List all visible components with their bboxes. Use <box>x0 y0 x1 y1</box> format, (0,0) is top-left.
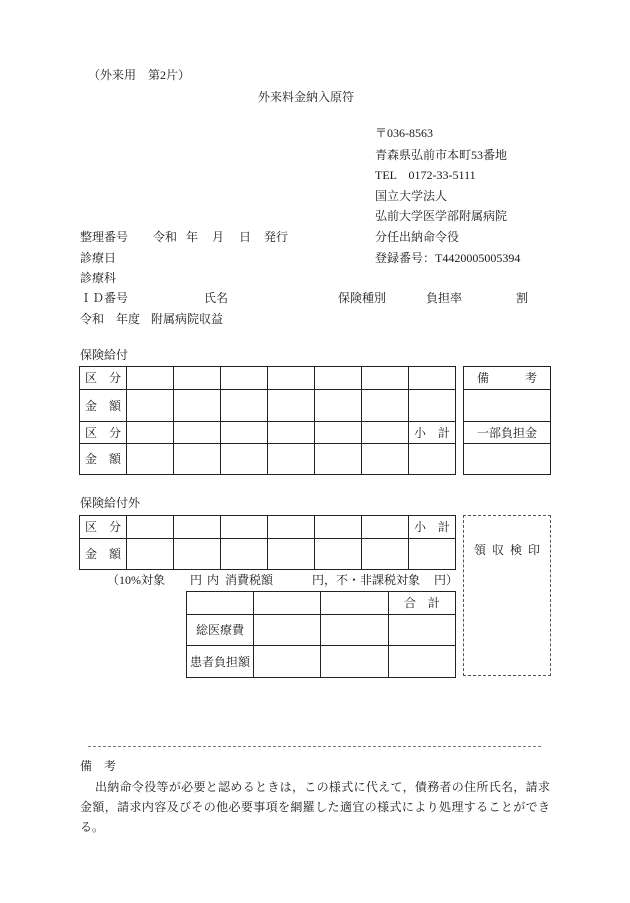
uninsured-amount-cell <box>127 539 174 570</box>
issuer-officer: 分任出納命令役 <box>375 230 460 244</box>
insured-amount-cell <box>174 444 221 475</box>
uninsured-subtotal-cell <box>409 539 456 570</box>
issuer-tel: TEL 0172-33-5111 <box>375 168 476 182</box>
insurance-type-label: 保険種別 <box>338 291 387 305</box>
totals-header-cell <box>187 592 254 615</box>
remarks-cell <box>464 390 551 422</box>
insured-amount-cell <box>127 390 174 422</box>
uninsured-category-cell <box>221 516 268 539</box>
copayment-cell <box>464 444 551 475</box>
remarks-header: 備 考 <box>464 367 551 390</box>
uninsured-amount-label: 金 額 <box>80 539 127 570</box>
insured-amount-cell <box>127 444 174 475</box>
insured-category-cell <box>315 422 362 444</box>
insured-category-cell <box>362 422 409 444</box>
issuer-registration-no: 登録番号：T4420005005394 <box>375 251 521 265</box>
issuer-address: 青森県弘前市本町53番地 <box>375 148 508 162</box>
uninsured-subtotal-label: 小 計 <box>409 516 456 539</box>
copayment-label: 一部負担金 <box>464 422 551 444</box>
document-title: 外来料金納入原符 <box>258 90 355 104</box>
insured-amount-cell <box>315 390 362 422</box>
insured-amount-label: 金 額 <box>80 444 127 475</box>
uninsured-category-cell <box>362 516 409 539</box>
notes-title: 備 考 <box>80 759 117 773</box>
insured-category-cell <box>409 367 456 390</box>
tax-note-yen-close: 円） <box>434 573 459 587</box>
patient-burden-label: 患者負担額 <box>187 646 254 678</box>
burden-rate-unit: 割 <box>516 291 529 305</box>
insured-category-label: 区 分 <box>80 422 127 444</box>
total-medical-cost-total-cell <box>389 615 456 646</box>
department-label: 診療科 <box>80 271 117 285</box>
tax-note-yen: 円 <box>190 573 203 587</box>
uninsured-amount-cell <box>221 539 268 570</box>
insured-category-cell <box>174 422 221 444</box>
issuer-org-type: 国立大学法人 <box>375 189 448 203</box>
patient-burden-cell <box>254 646 321 678</box>
insured-amount-cell <box>268 390 315 422</box>
issuer-postal-code: 〒036-8563 <box>375 126 433 140</box>
uninsured-section-title: 保険給付外 <box>80 496 141 510</box>
issue-label: 発行 <box>264 230 289 244</box>
insured-category-cell <box>268 367 315 390</box>
insured-amount-cell <box>315 444 362 475</box>
fiscal-year-label: 令和 年度 <box>80 312 141 326</box>
burden-rate-label: 負担率 <box>426 291 463 305</box>
uninsured-category-cell <box>315 516 362 539</box>
uninsured-category-cell <box>127 516 174 539</box>
uninsured-amount-cell <box>268 539 315 570</box>
reference-no-label: 整理番号 <box>80 230 129 244</box>
remarks-table <box>463 366 551 475</box>
receipt-stamp-label: 領収検印 <box>473 543 546 557</box>
patient-burden-cell <box>321 646 389 678</box>
insured-category-cell <box>127 422 174 444</box>
insured-category-cell <box>127 367 174 390</box>
insured-subtotal-cell <box>409 444 456 475</box>
total-medical-cost-cell <box>254 615 321 646</box>
issue-year: 年 <box>186 230 199 244</box>
totals-header-cell <box>254 592 321 615</box>
revenue-label: 附属病院収益 <box>151 312 224 326</box>
uninsured-amount-cell <box>315 539 362 570</box>
insured-amount-label: 金 額 <box>80 390 127 422</box>
total-label: 合 計 <box>389 592 456 615</box>
patient-burden-total-cell <box>389 646 456 678</box>
insured-amount-cell <box>174 390 221 422</box>
insured-amount-cell <box>362 444 409 475</box>
issue-day: 日 <box>239 230 252 244</box>
uninsured-category-label: 区 分 <box>80 516 127 539</box>
insured-amount-cell <box>409 390 456 422</box>
tax-note-consumption-tax: 消費税額 <box>225 573 274 587</box>
uninsured-category-cell <box>174 516 221 539</box>
insured-table <box>79 366 456 475</box>
insured-category-cell <box>174 367 221 390</box>
dashed-separator <box>88 746 541 747</box>
insured-category-label: 区 分 <box>80 367 127 390</box>
issue-era: 令和 <box>153 230 178 244</box>
tax-note-taxable: （10%対象 <box>107 573 165 587</box>
issuer-org-name: 弘前大学医学部附属病院 <box>375 209 508 223</box>
uninsured-amount-cell <box>174 539 221 570</box>
patient-id-label: ＩＤ番号 <box>80 291 129 305</box>
tax-note-non-taxable: 円，不・非課税対象 <box>312 573 421 587</box>
copy-label: （外来用 第2片） <box>88 68 191 82</box>
insured-amount-cell <box>221 390 268 422</box>
insured-amount-cell <box>268 444 315 475</box>
insured-category-cell <box>268 422 315 444</box>
insured-section-title: 保険給付 <box>80 348 129 362</box>
uninsured-category-cell <box>268 516 315 539</box>
insured-category-cell <box>315 367 362 390</box>
notes-text: 出納命令役等が必要と認めるときは，この様式に代えて，債務者の住所氏名，請求金額，請求内容及びその他必要事項を網羅した適宜の様式により処理することができる。 <box>80 780 550 834</box>
insured-category-cell <box>221 422 268 444</box>
total-medical-cost-label: 総医療費 <box>187 615 254 646</box>
totals-header-cell <box>321 592 389 615</box>
insured-category-cell <box>221 367 268 390</box>
totals-table <box>186 591 456 678</box>
total-medical-cost-cell <box>321 615 389 646</box>
visit-date-label: 診療日 <box>80 251 117 265</box>
insured-subtotal-label: 小 計 <box>409 422 456 444</box>
insured-amount-cell <box>221 444 268 475</box>
issue-month: 月 <box>212 230 225 244</box>
insured-category-cell <box>362 367 409 390</box>
patient-name-label: 氏名 <box>204 291 229 305</box>
uninsured-amount-cell <box>362 539 409 570</box>
receipt-stamp-box <box>463 515 551 676</box>
insured-amount-cell <box>362 390 409 422</box>
tax-note-within: 内 <box>207 573 220 587</box>
uninsured-table <box>79 515 456 570</box>
